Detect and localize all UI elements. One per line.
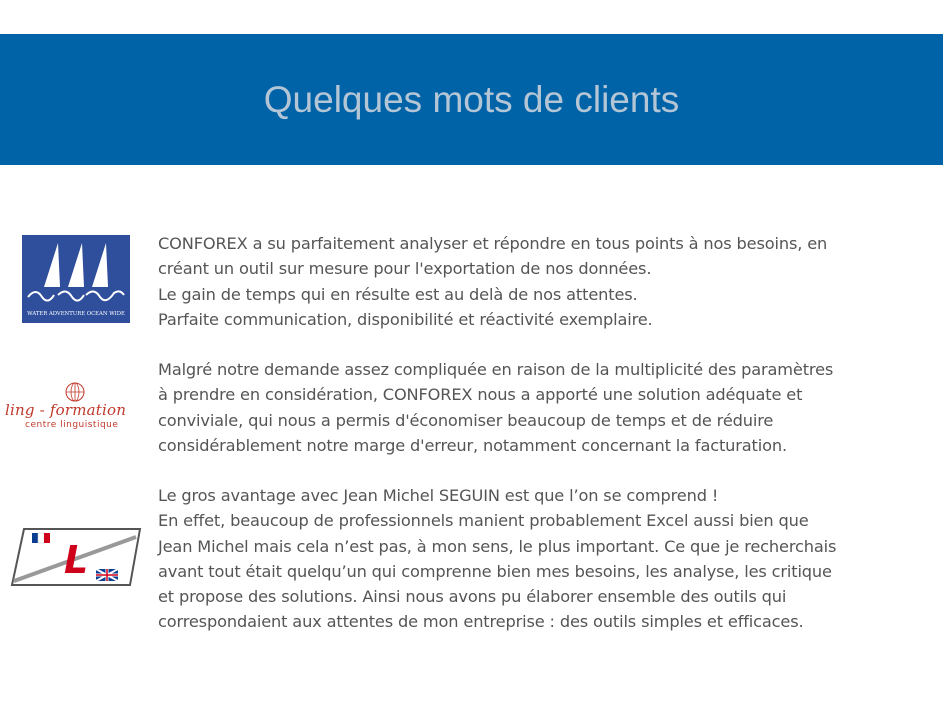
testimonial-line: CONFOREX a su parfaitement analyser et répondre en tous points à nos besoins, en	[158, 234, 828, 253]
testimonial-line: conviviale, qui nous a permis d'économiser beaucoup de temps et de réduire	[158, 410, 774, 430]
testimonial-line: avant tout était quelqu’un qui comprenne bien mes besoins, les analyse, les critique	[158, 561, 832, 581]
testimonial-line: considérablement notre marge d'erreur, notamment concernant la facturation.	[158, 435, 787, 455]
ling-formation-logo	[5, 380, 150, 440]
testimonial-line: Malgré notre demande assez compliquée en raison de la multiplicité des paramètres	[158, 360, 834, 379]
testimonial-line: Le gain de temps qui en résulte est au delà de nos attentes.	[158, 284, 638, 304]
sailboats-icon	[22, 235, 130, 323]
ling-logo-text: ling - formation	[5, 401, 127, 419]
page-title: Quelques mots de clients	[263, 78, 680, 120]
testimonial-line: correspondaient aux attentes de mon entreprise : des outils simples et efficaces.	[158, 612, 804, 632]
testimonial-line: Jean Michel mais cela n’est pas, à mon sens, le plus important. Ce que je recherchais	[158, 536, 837, 556]
testimonial-line: Parfaite communication, disponibilité et réactivité exemplaire.	[158, 309, 653, 329]
testimonial-line: et propose des solutions. Ainsi nous avons pu élaborer ensemble des outils qui	[158, 587, 787, 607]
testimonial-line: à prendre en considération, CONFOREX nous a apporté une solution adéquate et	[158, 385, 803, 405]
waow-logo	[22, 235, 130, 323]
testimonial-text-2	[158, 357, 898, 458]
ling-logo-subtext: centre linguistique	[25, 420, 119, 430]
svg-text:L: L	[64, 538, 89, 582]
testimonial-text-3	[158, 483, 898, 635]
testimonial-text-1	[158, 231, 898, 332]
flags-l-icon	[10, 527, 142, 587]
testimonial-line: créant un outil sur mesure pour l'exportation de nos données.	[158, 259, 652, 279]
header-banner	[0, 34, 943, 165]
svg-text:WATER ADVENTURE OCEAN WIDE: WATER ADVENTURE OCEAN WIDE	[27, 311, 125, 317]
l-language-logo	[10, 527, 142, 587]
testimonial-line: Le gros avantage avec Jean Michel SEGUIN est que l’on se comprend !	[158, 486, 719, 505]
globe-icon	[5, 380, 150, 402]
testimonial-line: En effet, beaucoup de professionnels manient probablement Excel aussi bien que	[158, 511, 809, 531]
